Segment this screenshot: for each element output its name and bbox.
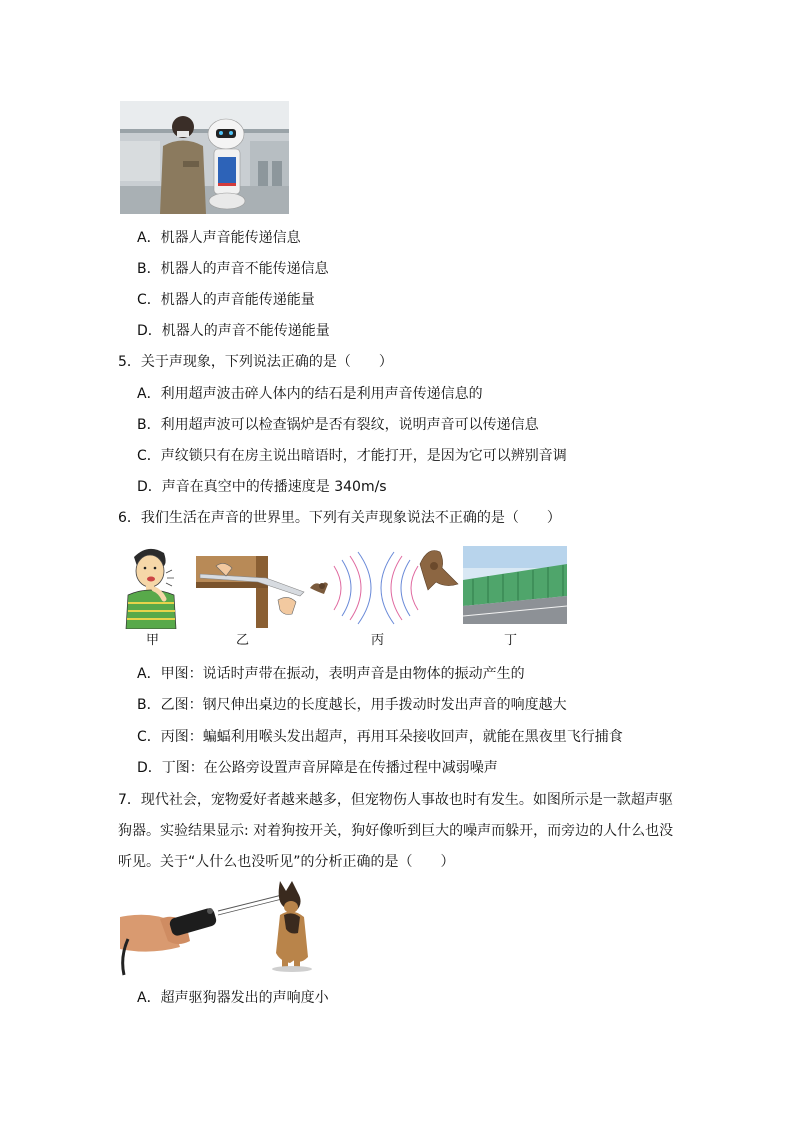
q5-option-a: A．利用超声波击碎人体内的结石是利用声音传递信息的 — [137, 386, 483, 402]
robot-station-photo — [120, 101, 289, 214]
ruler-table-illustration — [196, 556, 306, 628]
q5-option-b: B．利用超声波可以检查锅炉是否有裂纹，说明声音可以传递信息 — [137, 417, 539, 433]
highway-sound-barrier-photo — [463, 546, 567, 624]
caption-bing: 丙 — [371, 633, 385, 648]
q7-stem-line-1: 7．现代社会，宠物爱好者越来越多，但宠物伤人事故也时有发生。如图所示是一款超声驱 — [118, 792, 673, 808]
boy-throat-illustration — [118, 543, 190, 629]
q6-option-b: B．乙图：钢尺伸出桌边的长度越长，用手拨动时发出声音的响度越大 — [137, 697, 567, 713]
q6-stem: 6．我们生活在声音的世界里。下列有关声现象说法不正确的是（ ） — [118, 510, 561, 526]
caption-ding: 丁 — [504, 633, 518, 648]
q7-stem-line-3: 听见。关于“人什么也没听见”的分析正确的是（ ） — [118, 854, 455, 870]
caption-jia: 甲 — [146, 633, 160, 648]
q4-option-a: A．机器人声音能传递信息 — [137, 230, 301, 246]
q6-option-a: A．甲图：说话时声带在振动，表明声音是由物体的振动产生的 — [137, 666, 525, 682]
q7-option-a: A．超声驱狗器发出的声响度小 — [137, 990, 329, 1006]
q6-option-c: C．丙图：蝙蝠利用喉头发出超声，再用耳朵接收回声，就能在黑夜里飞行捕食 — [137, 729, 623, 745]
q5-stem: 5．关于声现象，下列说法正确的是（ ） — [118, 354, 393, 370]
q4-option-b: B．机器人的声音不能传递信息 — [137, 261, 329, 277]
q4-option-c: C．机器人的声音能传递能量 — [137, 292, 315, 308]
q6-option-d: D．丁图：在公路旁设置声音屏障是在传播过程中减弱噪声 — [137, 760, 498, 776]
caption-yi: 乙 — [236, 633, 250, 648]
bat-echolocation-illustration — [308, 544, 460, 626]
q5-option-d: D．声音在真空中的传播速度是 340m/s — [137, 479, 387, 495]
q5-option-c: C．声纹锁只有在房主说出暗语时，才能打开，是因为它可以辨别音调 — [137, 448, 567, 464]
q7-stem-line-2: 狗器。实验结果显示: 对着狗按开关，狗好像听到巨大的噪声而躲开，而旁边的人什么也没 — [118, 823, 674, 839]
q4-option-d: D．机器人的声音不能传递能量 — [137, 323, 330, 339]
ultrasonic-dog-repeller-illustration — [120, 877, 320, 977]
